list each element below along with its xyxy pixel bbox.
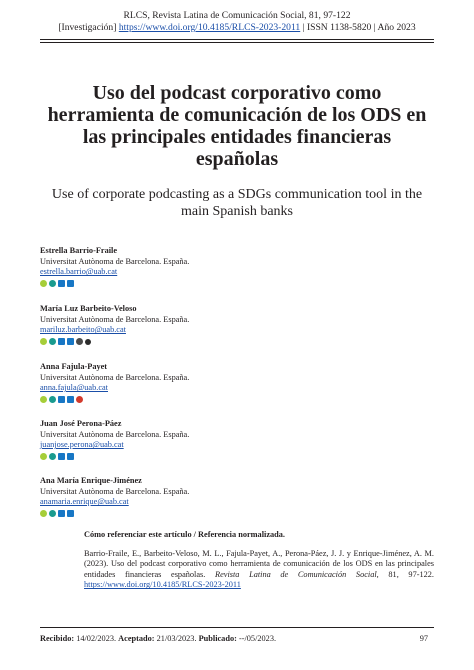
author-profile-icons bbox=[40, 280, 400, 288]
citation-journal: Revista Latina de Comunicación Social, bbox=[215, 569, 379, 579]
author-block bbox=[40, 246, 400, 288]
author-email[interactable]: anna.fajula@uab.cat bbox=[40, 383, 108, 393]
scopus-icon[interactable] bbox=[76, 396, 83, 403]
author-block bbox=[40, 476, 400, 518]
author-affiliation: Universitat Autònoma de Barcelona. España. bbox=[40, 486, 190, 496]
dialnet-icon[interactable] bbox=[67, 453, 74, 460]
published-date: --/05/2023. bbox=[238, 634, 277, 643]
citation-volume: 81, 97-122. bbox=[388, 569, 435, 579]
author-email[interactable]: anamaria.enrique@uab.cat bbox=[40, 497, 129, 507]
author-profile-icons bbox=[40, 453, 400, 461]
author-affiliation: Universitat Autònoma de Barcelona. España. bbox=[40, 256, 190, 266]
author-name: Anna Fajula-Payet bbox=[40, 362, 108, 371]
citation-body: Barrio-Fraile, E., Barbeito-Veloso, M. L., Fajula-Payet, A., Perona-Páez, J. J. y Enrique-Jiménez, A. M. (2023). Uso del podcast corporativo como herramienta de comunicación de los ODS en las principales entidades financieras españolas. bbox=[84, 548, 434, 579]
author-profile-icons bbox=[40, 510, 400, 518]
orcid-icon[interactable] bbox=[40, 453, 47, 460]
author-profile-icons bbox=[40, 338, 400, 346]
journal-header bbox=[0, 10, 474, 34]
author-name: Ana María Enrique-Jiménez bbox=[40, 476, 142, 485]
author-affiliation: Universitat Autònoma de Barcelona. España. bbox=[40, 372, 190, 382]
author-name: María Luz Barbeito-Veloso bbox=[40, 304, 137, 313]
article-title: Uso del podcast corporativo como herramienta de comunicación de los ODS en las principales entidades financieras españolas bbox=[47, 82, 427, 170]
researchgate-icon[interactable] bbox=[49, 453, 56, 460]
google-scholar-icon[interactable] bbox=[58, 280, 65, 287]
doi-link[interactable]: https://www.doi.org/10.4185/RLCS-2023-2011 bbox=[118, 22, 301, 33]
google-scholar-icon[interactable] bbox=[58, 510, 65, 517]
received-date: 14/02/2023. bbox=[76, 634, 117, 643]
article-subtitle: Use of corporate podcasting as a SDGs communication tool in the main Spanish banks bbox=[51, 187, 423, 219]
researchgate-icon[interactable] bbox=[49, 280, 56, 287]
author-block bbox=[40, 362, 400, 404]
citation-text bbox=[84, 549, 434, 591]
page-footer bbox=[40, 633, 434, 644]
orcid-icon[interactable] bbox=[40, 396, 47, 403]
dialnet-icon[interactable] bbox=[67, 338, 74, 345]
section-label: [Investigación] bbox=[58, 22, 117, 33]
author-profile-icons bbox=[40, 396, 400, 404]
author-name: Juan José Perona-Páez bbox=[40, 419, 122, 428]
page-number: 97 bbox=[419, 634, 428, 643]
dialnet-icon[interactable] bbox=[67, 396, 74, 403]
citation-doi-link[interactable]: https://www.doi.org/10.4185/RLCS-2023-2011 bbox=[84, 580, 241, 590]
published-label: Publicado: bbox=[198, 634, 237, 643]
issn-year: | ISSN 1138-5820 | Año 2023 bbox=[302, 22, 416, 33]
citation-block bbox=[84, 530, 434, 591]
author-email[interactable]: mariluz.barbeito@uab.cat bbox=[40, 325, 126, 335]
author-block bbox=[40, 419, 400, 461]
researcherid-icon[interactable] bbox=[85, 339, 91, 345]
journal-citation-line: RLCS, Revista Latina de Comunicación Social, 81, 97-122 bbox=[123, 10, 351, 21]
orcid-icon[interactable] bbox=[40, 280, 47, 287]
footer-rule bbox=[40, 627, 434, 628]
header-rule-2 bbox=[40, 42, 434, 43]
google-scholar-icon[interactable] bbox=[58, 453, 65, 460]
google-scholar-icon[interactable] bbox=[58, 338, 65, 345]
accepted-label: Aceptado: bbox=[118, 634, 155, 643]
researchgate-icon[interactable] bbox=[49, 510, 56, 517]
header-rule-1 bbox=[40, 39, 434, 40]
author-block bbox=[40, 304, 400, 346]
citation-heading: Cómo referenciar este artículo / Referencia normalizada. bbox=[84, 530, 285, 539]
journal-meta-line bbox=[0, 22, 474, 34]
dialnet-icon[interactable] bbox=[67, 280, 74, 287]
orcid-icon[interactable] bbox=[40, 338, 47, 345]
author-affiliation: Universitat Autònoma de Barcelona. España. bbox=[40, 429, 190, 439]
author-name: Estrella Barrio-Fraile bbox=[40, 246, 118, 255]
researchgate-icon[interactable] bbox=[49, 338, 56, 345]
received-label: Recibido: bbox=[40, 634, 75, 643]
researchgate-icon[interactable] bbox=[49, 396, 56, 403]
google-scholar-icon[interactable] bbox=[58, 396, 65, 403]
author-email[interactable]: estrella.barrio@uab.cat bbox=[40, 267, 118, 277]
scopus-icon[interactable] bbox=[76, 338, 83, 345]
accepted-date: 21/03/2023. bbox=[156, 634, 197, 643]
author-email[interactable]: juanjose.perona@uab.cat bbox=[40, 440, 124, 450]
author-affiliation: Universitat Autònoma de Barcelona. España. bbox=[40, 314, 190, 324]
orcid-icon[interactable] bbox=[40, 510, 47, 517]
dialnet-icon[interactable] bbox=[67, 510, 74, 517]
